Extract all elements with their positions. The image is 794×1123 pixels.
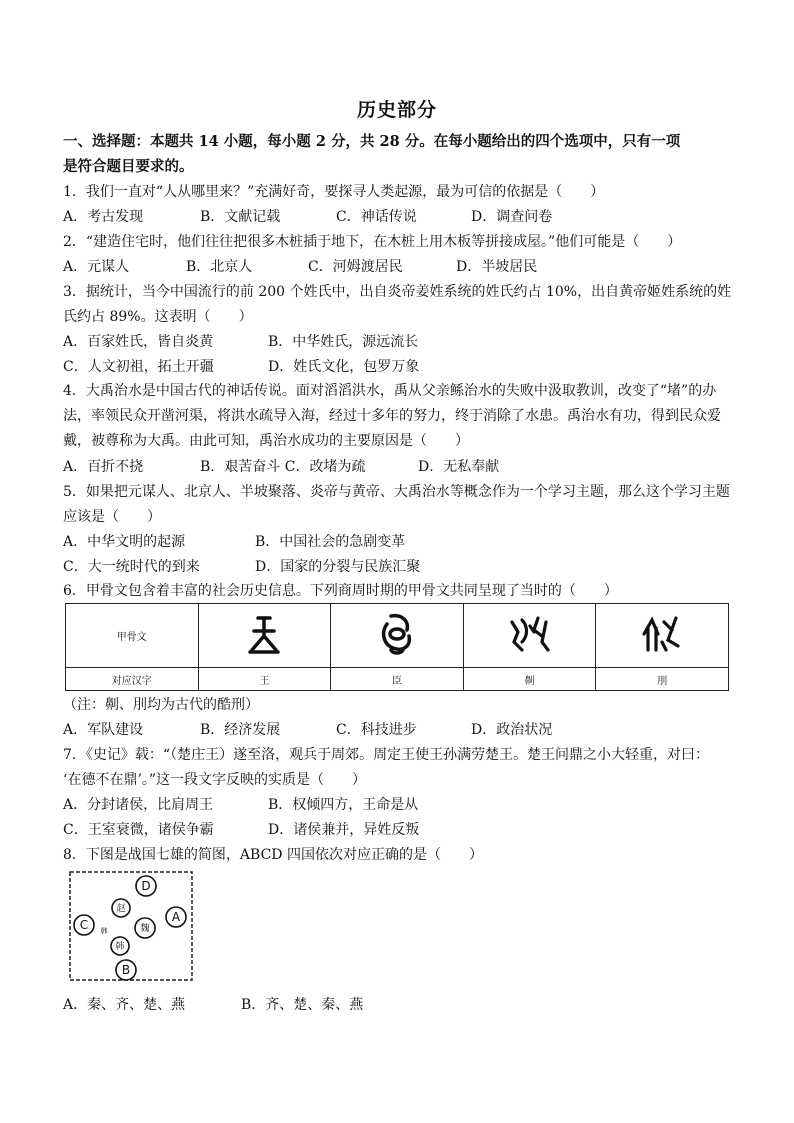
warring-states-map — [68, 870, 194, 982]
q4-option-d[interactable]: D．无私奉献 — [418, 459, 500, 475]
page-title: 历史部分 — [356, 99, 437, 121]
q8-option-a[interactable]: A．秦、齐、楚、燕 — [63, 997, 186, 1013]
map-label-b: B — [121, 963, 131, 977]
section-heading-cont: 是符合题目要求的。 — [63, 158, 194, 175]
q5-option-a[interactable]: A．中华文明的起源 — [63, 534, 186, 550]
q1-option-d[interactable]: D．调查问卷 — [471, 209, 553, 225]
q1-option-b[interactable]: B．文献记载 — [200, 209, 281, 225]
question-7: 7．《史记》载：“（楚庄王）遂至洛，观兵于周郊。周定王使王孙满劳楚王。楚王问鼎之小大轻重，对曰： — [63, 747, 710, 763]
map-label-d: D — [141, 879, 151, 893]
question-6-note: （注：劓、刖均为古代的酷刑） — [63, 697, 259, 713]
q2-option-b[interactable]: B．北京人 — [186, 259, 253, 275]
q4-option-a[interactable]: A．百折不挠 — [63, 459, 144, 475]
q4-option-b-c[interactable]: B．艰苦奋斗 C．改堵为疏 — [200, 459, 366, 475]
oracle-glyph-yi — [506, 612, 554, 656]
question-1: 1．我们一直对“人从哪里来？”充满好奇，要探寻人类起源，最为可信的依据是（ ） — [63, 184, 605, 200]
question-7-cont: ‘在德不在鼎’。”这一段文字反映的实质是（ ） — [63, 772, 367, 788]
q2-option-d[interactable]: D．半坡居民 — [456, 259, 538, 275]
q7-option-a[interactable]: A．分封诸侯，比肩周王 — [63, 797, 214, 813]
hanzi-yi: 劓 — [463, 668, 596, 691]
question-3: 3．据统计，当今中国流行的前 200 个姓氏中，出自炎帝姜姓系统的姓氏约占 10%，出自黄帝姬姓系统的姓 — [63, 284, 732, 300]
q5-option-d[interactable]: D．国家的分裂与民族汇聚 — [255, 559, 421, 575]
question-4-cont2: 戴，被尊称为大禹。由此可知，禹治水成功的主要原因是（ ） — [63, 433, 469, 449]
q2-option-a[interactable]: A．元谋人 — [63, 259, 130, 275]
oracle-wang-glyph — [198, 604, 331, 668]
q1-option-c[interactable]: C．神话传说 — [336, 209, 417, 225]
row-label-hanzi: 对应汉字 — [66, 668, 199, 691]
question-5: 5．如果把元谋人、北京人、半坡聚落、炎帝与黄帝、大禹治水等概念作为一个学习主题，那么这个学习主题 — [63, 484, 730, 500]
q3-option-b[interactable]: B．中华姓氏，源远流长 — [268, 334, 419, 350]
q6-option-d[interactable]: D．政治状况 — [471, 722, 553, 738]
q5-option-b[interactable]: B．中国社会的急剧变革 — [255, 534, 406, 550]
map-inner-wei: 魏 — [140, 924, 150, 934]
oracle-glyph-yue — [638, 612, 686, 656]
oracle-yi-glyph — [463, 604, 596, 668]
q6-option-c[interactable]: C．科技进步 — [336, 722, 417, 738]
question-2: 2．“建造住宅时，他们往往把很多木桩插于地下，在木桩上用木板等拼接成屋。”他们可能是（ ） — [63, 234, 682, 250]
oracle-glyph-chen — [377, 610, 417, 658]
q6-option-a[interactable]: A．军队建设 — [63, 722, 144, 738]
hanzi-chen: 臣 — [331, 668, 464, 691]
hanzi-yue: 刖 — [596, 668, 729, 691]
question-6: 6．甲骨文包含着丰富的社会历史信息。下列商周时期的甲骨文共同呈现了当时的（ ） — [63, 583, 618, 599]
q3-option-c[interactable]: C．人文初祖，拓土开疆 — [63, 359, 214, 375]
map-inner-small: 韩 — [100, 927, 108, 935]
map-label-a: A — [171, 910, 181, 924]
q8-option-b[interactable]: B．齐、楚、秦、燕 — [241, 997, 364, 1013]
q2-option-c[interactable]: C．河姆渡居民 — [308, 259, 403, 275]
question-3-cont: 氏约占 89%。这表明（ ） — [63, 309, 253, 325]
question-4-cont1: 法，率领民众开凿河渠，将洪水疏导入海，经过十多年的努力，终于消除了水患。禹治水有功，得到民众爱 — [63, 408, 721, 424]
map-inner-zhao: 赵 — [116, 904, 126, 914]
q3-option-d[interactable]: D．姓氏文化，包罗万象 — [268, 359, 420, 375]
oracle-glyph-wang — [244, 612, 284, 656]
q6-option-b[interactable]: B．经济发展 — [200, 722, 281, 738]
question-5-cont: 应该是（ ） — [63, 509, 161, 525]
map-label-c: C — [79, 918, 89, 932]
oracle-yue-glyph — [596, 604, 729, 668]
question-8: 8．下图是战国七雄的简图，ABCD 四国依次对应正确的是（ ） — [63, 847, 483, 863]
q3-option-a[interactable]: A．百家姓氏，皆自炎黄 — [63, 334, 214, 350]
q7-option-b[interactable]: B．权倾四方，王命是从 — [268, 797, 419, 813]
oracle-bone-table — [65, 603, 729, 691]
q7-option-c[interactable]: C．王室衰微，诸侯争霸 — [63, 822, 214, 838]
q1-option-a[interactable]: A．考古发现 — [63, 209, 144, 225]
section-heading: 一、选择题：本题共 14 小题，每小题 2 分，共 28 分。在每小题给出的四个选项中，只有一项 — [63, 133, 681, 150]
q7-option-d[interactable]: D．诸侯兼并，异姓反叛 — [268, 822, 420, 838]
hanzi-wang: 王 — [198, 668, 331, 691]
row-label-oracle: 甲骨文 — [66, 604, 199, 668]
oracle-chen-glyph — [331, 604, 464, 668]
question-4: 4．大禹治水是中国古代的神话传说。面对滔滔洪水，禹从父亲鲧治水的失败中汲取教训，改变了“堵”的办 — [63, 383, 717, 399]
map-inner-han: 韩 — [115, 942, 125, 952]
q5-option-c[interactable]: C．大一统时代的到来 — [63, 559, 200, 575]
